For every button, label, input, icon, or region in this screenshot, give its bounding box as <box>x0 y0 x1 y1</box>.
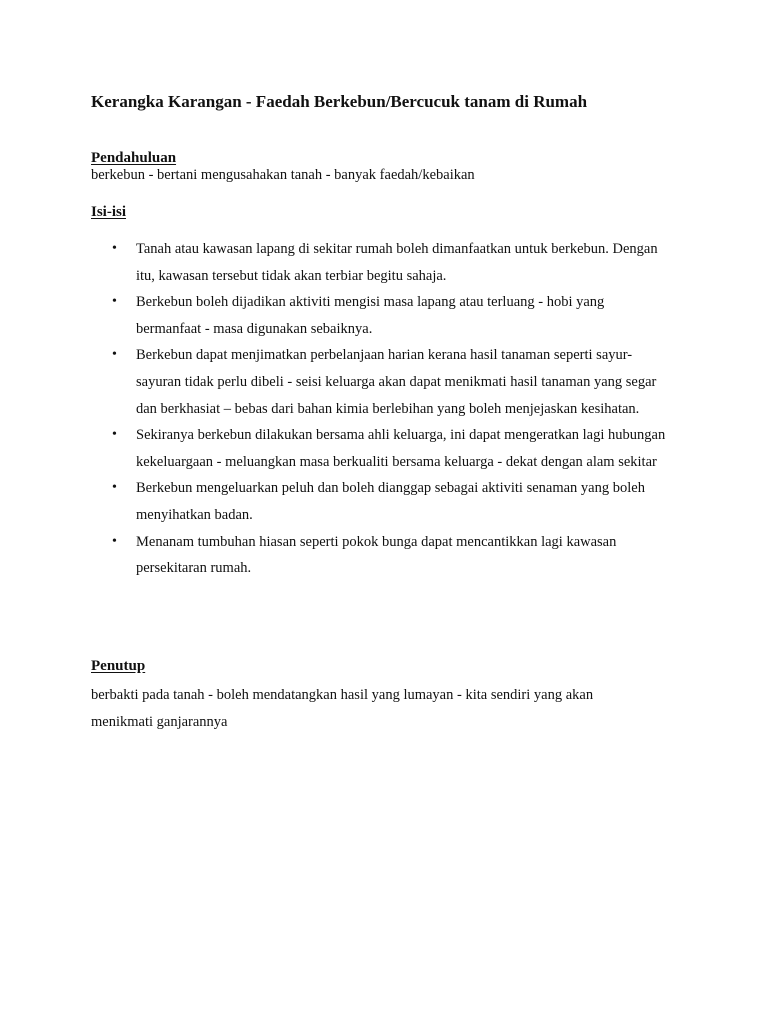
bullet-icon: • <box>112 533 117 549</box>
list-item <box>112 475 672 528</box>
list-item <box>112 289 672 342</box>
bullet-icon: • <box>112 427 117 443</box>
list-item <box>112 422 672 475</box>
list-item <box>112 236 672 289</box>
point-text: Sekiranya berkebun dilakukan bersama ahli keluarga, ini dapat mengeratkan lagi hubungan kekeluargaan - meluangkan masa berkualiti bersama keluarga - dekat dengan alam sekitar <box>136 427 666 470</box>
points-list <box>112 236 672 582</box>
bullet-icon: • <box>112 480 117 496</box>
bullet-icon: • <box>112 294 117 310</box>
list-item <box>112 529 672 582</box>
document-title: Kerangka Karangan - Faedah Berkebun/Bercucuk tanam di Rumah <box>91 92 588 111</box>
closing-text: berbakti pada tanah - boleh mendatangkan hasil yang lumayan - kita sendiri yang akan menikmati ganjarannya <box>91 687 594 730</box>
intro-text: berkebun - bertani mengusahakan tanah - banyak faedah/kebaikan <box>91 167 475 183</box>
bullet-icon: • <box>112 347 117 363</box>
body-heading: Isi-isi <box>91 204 127 220</box>
point-text: Menanam tumbuhan hiasan seperti pokok bunga dapat mencantikkan lagi kawasan persekitaran rumah. <box>136 533 617 577</box>
intro-heading: Pendahuluan <box>91 150 177 166</box>
point-text: Berkebun dapat menjimatkan perbelanjaan harian kerana hasil tanaman seperti sayur-sayuran tidak perlu dibeli - seisi keluarga akan dapat menikmati hasil tanaman yang segar dan berkhasiat – bebas dari bahan kimia berlebihan yang boleh menjejaskan kesihatan. <box>136 347 657 417</box>
bullet-icon: • <box>112 241 117 256</box>
point-text: Berkebun mengeluarkan peluh dan boleh dianggap sebagai aktiviti senaman yang boleh menyihatkan badan. <box>136 480 645 523</box>
point-text: Berkebun boleh dijadikan aktiviti mengisi masa lapang atau terluang - hobi yang bermanfaat - masa digunakan sebaiknya. <box>136 294 605 337</box>
closing-heading: Penutup <box>91 658 146 674</box>
point-text: Tanah atau kawasan lapang di sekitar rumah boleh dimanfaatkan untuk berkebun. Dengan itu, kawasan tersebut tidak akan terbiar begitu sahaja. <box>136 241 658 284</box>
list-item <box>112 342 672 422</box>
